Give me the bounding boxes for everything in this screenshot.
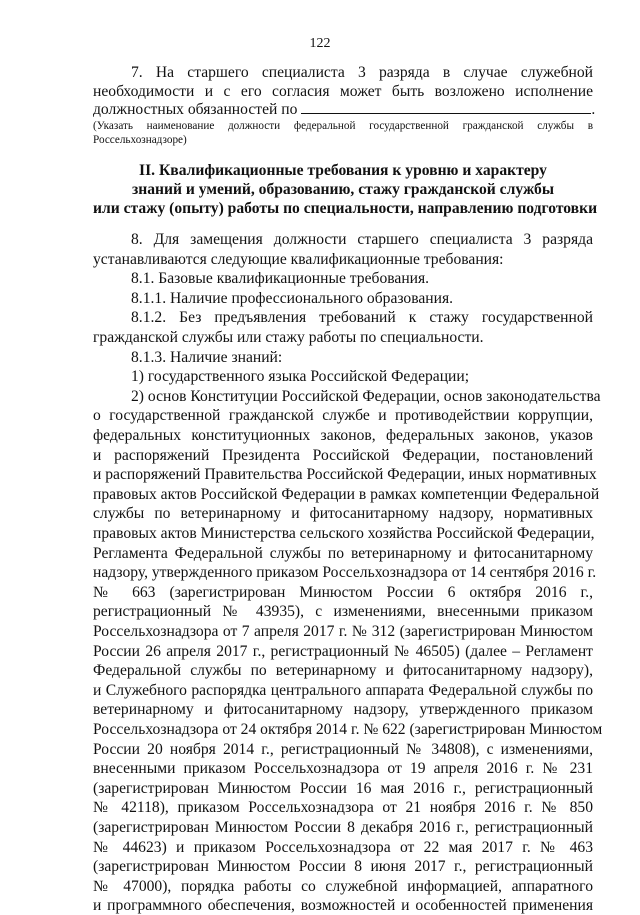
section-heading-line: знаний и умений, образованию, стажу гражданской службы (131, 181, 555, 198)
body-line: России 26 апреля 2017 г., регистрационный № 46505) (далее – Регламент (93, 642, 593, 660)
body-line: Федеральной службы по ветеринарному и фитосанитарному надзору), (93, 662, 593, 680)
body-line: 8. Для замещения должности старшего специалиста 3 разряда (131, 231, 593, 248)
body-line: устанавливаются следующие квалификационные требования: (93, 250, 504, 268)
body-line: и распоряжений Правительства Российской Федерации, иных нормативных (93, 466, 597, 484)
body-line: федеральных конституционных законов, федеральных законов, указов (93, 427, 593, 444)
body-line: 8.1. Базовые квалификационные требования. (131, 270, 430, 288)
page-number: 122 (309, 36, 331, 51)
item7-period: . (591, 101, 596, 118)
body-line: надзору, утвержденного приказом Россельхознадзора от 14 сентября 2016 г. (93, 564, 597, 582)
body-line: Россельхознадзора от 7 апреля 2017 г. № 312 (зарегистрирован Минюстом (93, 623, 593, 640)
body-line: Россельхознадзора от 24 октября 2014 г. № 622 (зарегистрирован Минюстом (93, 721, 603, 738)
body-line: гражданской службы или стажу работы по специальности. (93, 329, 484, 346)
item7-line: 7. На старшего специалиста 3 разряда в случае служебной (131, 64, 593, 81)
body-line: правовых актов Российской Федерации в рамках компетенции Федеральной (93, 485, 600, 503)
item7-line: необходимости и с его согласия может быть возложено исполнение (93, 83, 593, 100)
body-line: 2) основ Конституции Российской Федерации, основ законодательства (131, 387, 601, 405)
body-line: и Служебного распорядка центрального аппарата Федеральной службы по (93, 681, 593, 699)
body-line: (зарегистрирован Минюстом России 8 декабря 2016 г., регистрационный (93, 819, 593, 836)
body-line: 1) государственного языка Российской Федерации; (131, 368, 470, 386)
fill-in-blank (301, 101, 591, 114)
body-line: и распоряжений Президента Российской Федерации, постановлений (93, 446, 593, 464)
body-line: № 42118), приказом Россельхознадзора от 21 ноября 2016 г. № 850 (93, 799, 593, 817)
footnote-line: (Указать наименование должности федеральной государственной гражданской службы в (93, 120, 593, 132)
body-line: № 44623) и приказом Россельхознадзора от 22 мая 2017 г. № 463 (93, 838, 593, 856)
section-heading-line: или стажу (опыту) работы по специальности, направлению подготовки (93, 200, 598, 217)
body-line: о государственной гражданской службе и противодействии коррупции, (93, 407, 593, 425)
footnote-line: Россельхознадзоре) (93, 134, 187, 146)
body-line: внесенными приказом Россельхознадзора от 19 апреля 2016 г. № 231 (93, 760, 593, 778)
body-line: правовых актов Министерства сельского хозяйства Российской Федерации, (93, 525, 595, 542)
body-line: и программного обеспечения, возможностей и особенностей применения (93, 897, 593, 915)
body-line: Регламента Федеральной службы по ветеринарному и фитосанитарному (93, 544, 593, 562)
body-line: № 663 (зарегистрирован Минюстом России 6 октября 2016 г., (93, 583, 593, 601)
body-line: 8.1.2. Без предъявления требований к стажу государственной (131, 309, 593, 327)
body-line: (зарегистрирован Минюстом России 16 мая 2016 г., регистрационный (93, 779, 593, 797)
section-heading-line: II. Квалификационные требования к уровню и характеру (139, 162, 547, 179)
item7-text: должностных обязанностей по (93, 101, 298, 118)
body-line: ветеринарному и фитосанитарному надзору, утвержденного приказом (93, 701, 593, 719)
body-line: России 20 ноября 2014 г., регистрационный № 34808), с изменениями, (93, 740, 593, 758)
body-line: службы по ветеринарному и фитосанитарному надзору, нормативных (93, 505, 593, 523)
body-line: № 47000), порядка работы со служебной информацией, аппаратного (93, 877, 593, 895)
body-line: регистрационный № 43935), с изменениями, внесенными приказом (93, 603, 593, 621)
body-line: (зарегистрирован Минюстом России 8 июня 2017 г., регистрационный (93, 858, 593, 876)
body-line: 8.1.3. Наличие знаний: (131, 348, 283, 366)
item7-line-with-blank (93, 101, 596, 119)
body-line: 8.1.1. Наличие профессионального образования. (131, 289, 454, 307)
